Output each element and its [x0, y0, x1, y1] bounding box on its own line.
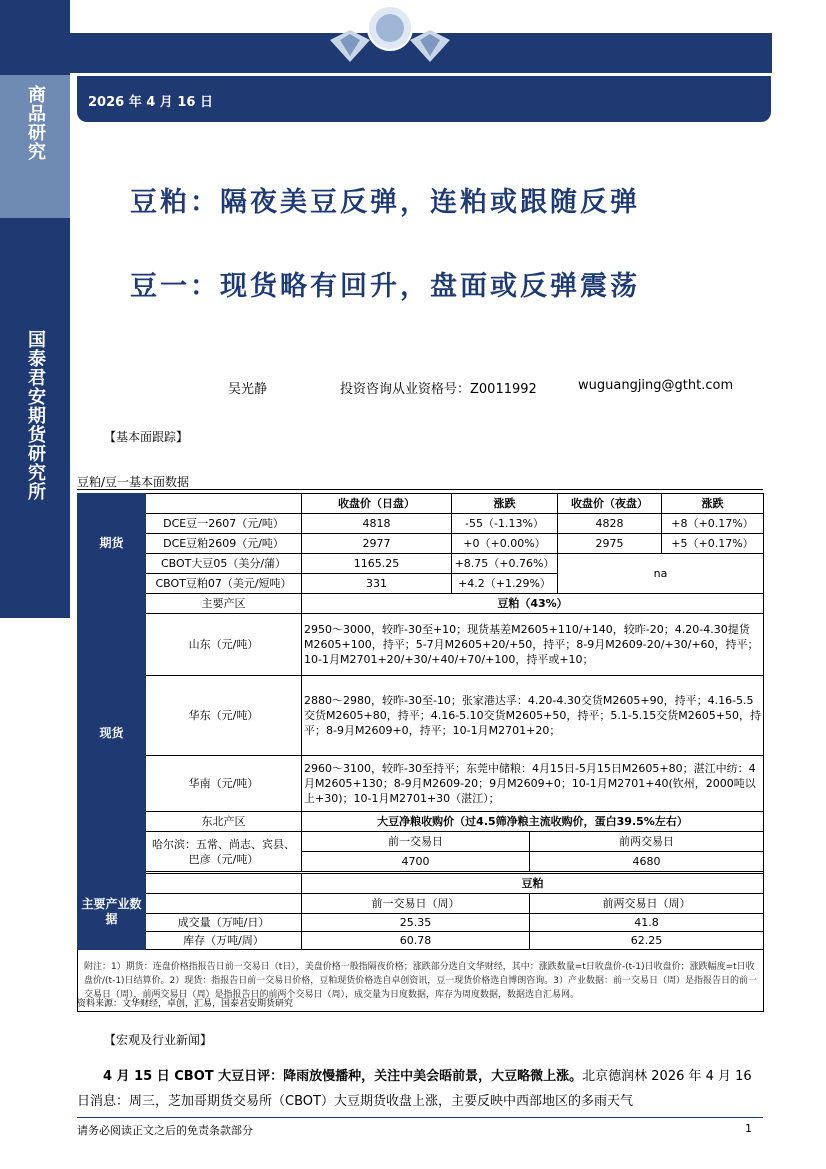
- title-soymeal: 豆粕：隔夜美豆反弹，连粕或跟随反弹: [130, 187, 640, 218]
- industry-prev-value: 25.35: [302, 914, 530, 932]
- future-night-close: 2975: [558, 534, 662, 554]
- author-name: 吴光静: [228, 382, 268, 397]
- future-day-close: 1165.25: [302, 554, 452, 574]
- main-area-label: 主要产区: [146, 594, 302, 614]
- table-row: [78, 614, 764, 676]
- data-source: 资料来源：文华财经，卓创，汇易，国泰君安期货研究: [77, 999, 294, 1009]
- future-night-change: +8（+0.17%）: [662, 514, 764, 534]
- table-row: [78, 894, 764, 914]
- industry-prev-label: 前一交易日（周）: [302, 894, 530, 914]
- future-change: -55（-1.13%）: [452, 514, 558, 534]
- future-day-close: 331: [302, 574, 452, 594]
- future-day-close: 2977: [302, 534, 452, 554]
- footer-disclaimer: 请务必阅读正文之后的免责条款部分: [77, 1124, 253, 1137]
- table-row: [78, 534, 764, 554]
- region-name: 山东（元/吨）: [146, 614, 302, 676]
- table-row: [78, 676, 764, 756]
- region-name: 华南（元/吨）: [146, 756, 302, 812]
- news-body: 北京德润林 2026 年 4 月 16 日消息：周三，芝加哥期货交易所（CBOT）大豆期货收盘上涨，主要反映中西部地区的多雨天气: [77, 1069, 752, 1109]
- future-name: CBOT大豆05（美分/蒲）: [146, 554, 302, 574]
- table-header-row: [78, 494, 764, 514]
- industry-meal-header: 豆粕: [302, 874, 764, 894]
- future-day-close: 4818: [302, 514, 452, 534]
- future-name: DCE豆一2607（元/吨）: [146, 514, 302, 534]
- table-note: 附注：1）期货：连盘价格指报告日前一交易日（t日），美盘价格一般指隔夜价格；涨跌部分选自文华财经，其中：涨跌数量=t日收盘价-(t-1)日收盘价；涨跌幅度=t日收盘价/(t-1)日结算价。2）现货：指报告日前一交易日价格，豆粕现货价格选自卓创资讯，豆一现货价格选自博朗咨询。3）产业数据：前一交易日（周）是指报告日的前一交易日（周），前两交易日（周）是指报告日的前两个交易日（周），成交量为日度数据，库存为周度数据，数据选自汇易网。: [78, 950, 764, 1012]
- category-industry: 主要产业数据: [78, 874, 146, 950]
- category-futures: 期货: [78, 494, 146, 594]
- section-fundamental: 【基本面跟踪】: [104, 430, 189, 444]
- table-row: [78, 554, 764, 574]
- ne-prev-label: 前一交易日: [302, 832, 530, 852]
- footer-rule: [77, 1117, 763, 1118]
- table-row: [78, 514, 764, 534]
- fundamental-table: [77, 493, 764, 1012]
- ne-region-name: 哈尔滨：五常、尚志、宾县、巴彦（元/吨）: [146, 832, 302, 872]
- future-name: CBOT豆粕07（美元/短吨）: [146, 574, 302, 594]
- section-macro: 【宏观及行业新闻】: [104, 1033, 213, 1047]
- future-change: +0（+0.00%）: [452, 534, 558, 554]
- meal-header: 豆粕（43%）: [302, 594, 764, 614]
- header-change-2: 涨跌: [662, 494, 764, 514]
- ne-prev-value: 4700: [302, 852, 530, 872]
- ne-prev2-label: 前两交易日: [530, 832, 764, 852]
- ne-header-row: [78, 812, 764, 832]
- table-row: [78, 756, 764, 812]
- category-spot: 现货: [78, 594, 146, 874]
- report-date: 2026 年 4 月 16 日: [88, 95, 213, 110]
- future-change: +4.2（+1.29%）: [452, 574, 558, 594]
- sidebar-institute-label: 国泰君安期货研究所: [25, 329, 46, 501]
- industry-prev2-value: 41.8: [530, 914, 764, 932]
- future-change: +8.75（+0.76%）: [452, 554, 558, 574]
- author-license: 投资咨询从业资格号：Z0011992: [340, 382, 537, 397]
- industry-metric: 成交量（万吨/日）: [146, 914, 302, 932]
- header-close-night: 收盘价（夜盘）: [558, 494, 662, 514]
- table-title: 豆粕/豆一基本面数据: [77, 475, 190, 489]
- future-night-close: 4828: [558, 514, 662, 534]
- region-quote: 2950～3000，较昨-30至+10；现货基差M2605+110/+140，较昨-20；4.20-4.30提货M2605+100，持平；5-7月M2605+20/+50，持平；8-9月M2609-20/+30/+60，持平；10-1月M2701+20/+30/+40/+70/+100，持平或+10；: [302, 614, 764, 676]
- ne-prev2-value: 4680: [530, 852, 764, 872]
- ne-header: 大豆净粮收购价（过4.5筛净粮主流收购价，蛋白39.5%左右）: [302, 812, 764, 832]
- table-row: [78, 914, 764, 932]
- future-night-change: +5（+0.17%）: [662, 534, 764, 554]
- title-soybean: 豆一：现货略有回升，盘面或反弹震荡: [130, 271, 640, 302]
- industry-prev2-label: 前两交易日（周）: [530, 894, 764, 914]
- industry-metric: 库存（万吨/周）: [146, 932, 302, 950]
- page-number: 1: [745, 1122, 752, 1135]
- header-change-1: 涨跌: [452, 494, 558, 514]
- region-quote: 2960～3100，较昨-30至持平；东莞中储粮：4月15日-5月15日M2605+80；湛江中纺：4月M2605+130；8-9月M2609-20；9月M2609+0；10-1月M2701+40(钦州，2000吨以上+30)；10-1月M2701+30（湛江）；: [302, 756, 764, 812]
- future-na: na: [558, 554, 764, 594]
- header-close-day: 收盘价（日盘）: [302, 494, 452, 514]
- industry-prev2-value: 62.25: [530, 932, 764, 950]
- industry-header-row: [78, 874, 764, 894]
- region-quote: 2880～2980，较昨-30至-10；张家港达孚：4.20-4.30交货M2605+90，持平；4.16-5.5交货M2605+80，持平；4.16-5.10交货M2605+50，持平；5.1-5.15交货M2605+50，持平；8-9月M2609+0，持平；10-1月M2701+20；: [302, 676, 764, 756]
- future-name: DCE豆粕2609（元/吨）: [146, 534, 302, 554]
- industry-prev-value: 60.78: [302, 932, 530, 950]
- region-name: 华东（元/吨）: [146, 676, 302, 756]
- news-paragraph: [77, 1064, 753, 1114]
- author-email[interactable]: wuguangjing@gtht.com: [578, 378, 734, 393]
- table-row: [78, 832, 764, 852]
- table-row: [78, 932, 764, 950]
- news-headline: 4 月 15 日 CBOT 大豆日评：降雨放慢播种，关注中美会晤前景，大豆略微上涨。: [103, 1069, 583, 1084]
- table-title-rule: [77, 489, 763, 490]
- spot-header-row: [78, 594, 764, 614]
- sidebar-category-label: 商品研究: [25, 85, 46, 161]
- ne-area-label: 东北产区: [146, 812, 302, 832]
- diamond-logo-icon: [320, 0, 460, 72]
